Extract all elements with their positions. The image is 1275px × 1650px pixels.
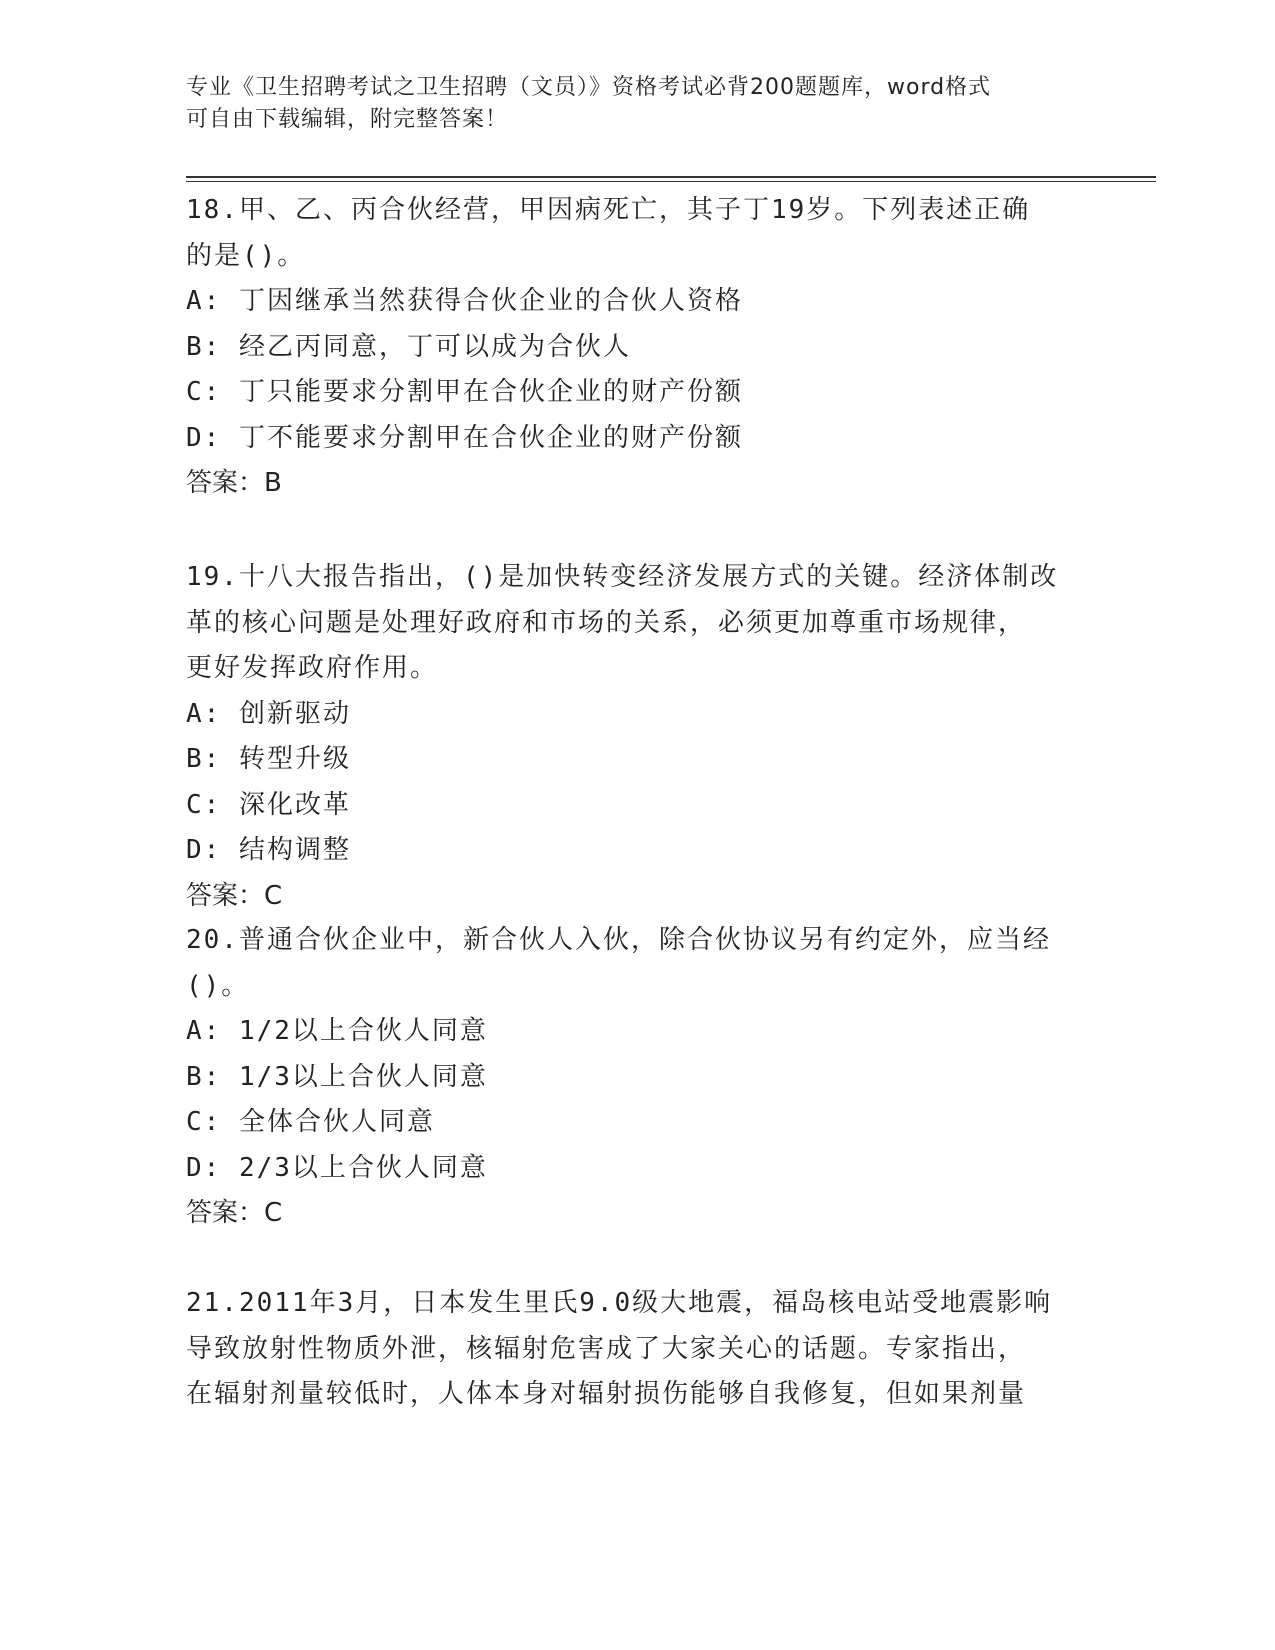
question-18	[186, 188, 1086, 507]
question-20	[186, 918, 1086, 1237]
answer-line: 答案：C	[186, 880, 283, 911]
header-line-2: 可自由下载编辑，附完整答案！	[186, 107, 509, 132]
question-text-line: 19.十八大报告指出，()是加快转变经济发展方式的关键。经济体制改	[186, 562, 1059, 592]
option-a: A: 1/2以上合伙人同意	[186, 1016, 488, 1046]
question-21	[186, 1281, 1086, 1418]
option-a: A: 创新驱动	[186, 698, 351, 729]
option-c: C: 深化改革	[186, 789, 351, 820]
question-text-line: 革的核心问题是处理好政府和市场的关系，必须更加尊重市场规律，	[186, 607, 1027, 638]
option-b: B: 1/3以上合伙人同意	[186, 1061, 488, 1092]
question-text-line: 18.甲、乙、丙合伙经营，甲因病死亡，其子丁19岁。下列表述正确	[186, 195, 1031, 225]
option-d: D: 丁不能要求分割甲在合伙企业的财产份额	[186, 422, 743, 453]
answer-line: 答案：C	[186, 1198, 283, 1228]
option-c: C: 全体合伙人同意	[186, 1107, 435, 1137]
question-19	[186, 555, 1086, 919]
option-b: B: 经乙丙同意，丁可以成为合伙人	[186, 331, 631, 362]
header-divider-thin	[186, 181, 1156, 182]
option-a: A: 丁因继承当然获得合伙企业的合伙人资格	[186, 286, 743, 316]
option-d: D: 结构调整	[186, 835, 351, 865]
header-divider-thick	[186, 176, 1156, 178]
question-text-line: ()。	[186, 970, 250, 1001]
option-c: C: 丁只能要求分割甲在合伙企业的财产份额	[186, 377, 743, 407]
question-text-line: 在辐射剂量较低时，人体本身对辐射损伤能够自我修复，但如果剂量	[186, 1379, 1027, 1409]
answer-line: 答案：B	[186, 468, 282, 498]
document-header	[186, 72, 1066, 136]
question-text-line: 导致放射性物质外泄，核辐射危害成了大家关心的话题。专家指出，	[186, 1333, 1027, 1364]
question-text-line: 20.普通合伙企业中，新合伙人入伙，除合伙协议另有约定外，应当经	[186, 925, 1051, 955]
question-text-line: 21.2011年3月，日本发生里氏9.0级大地震，福岛核电站受地震影响	[186, 1288, 1053, 1318]
question-text-line: 更好发挥政府作用。	[186, 653, 439, 683]
option-b: B: 转型升级	[186, 744, 351, 774]
question-text-line: 的是()。	[186, 240, 306, 271]
header-line-1: 专业《卫生招聘考试之卫生招聘（文员）》资格考试必背200题题库，word格式	[186, 75, 992, 100]
option-d: D: 2/3以上合伙人同意	[186, 1152, 488, 1183]
